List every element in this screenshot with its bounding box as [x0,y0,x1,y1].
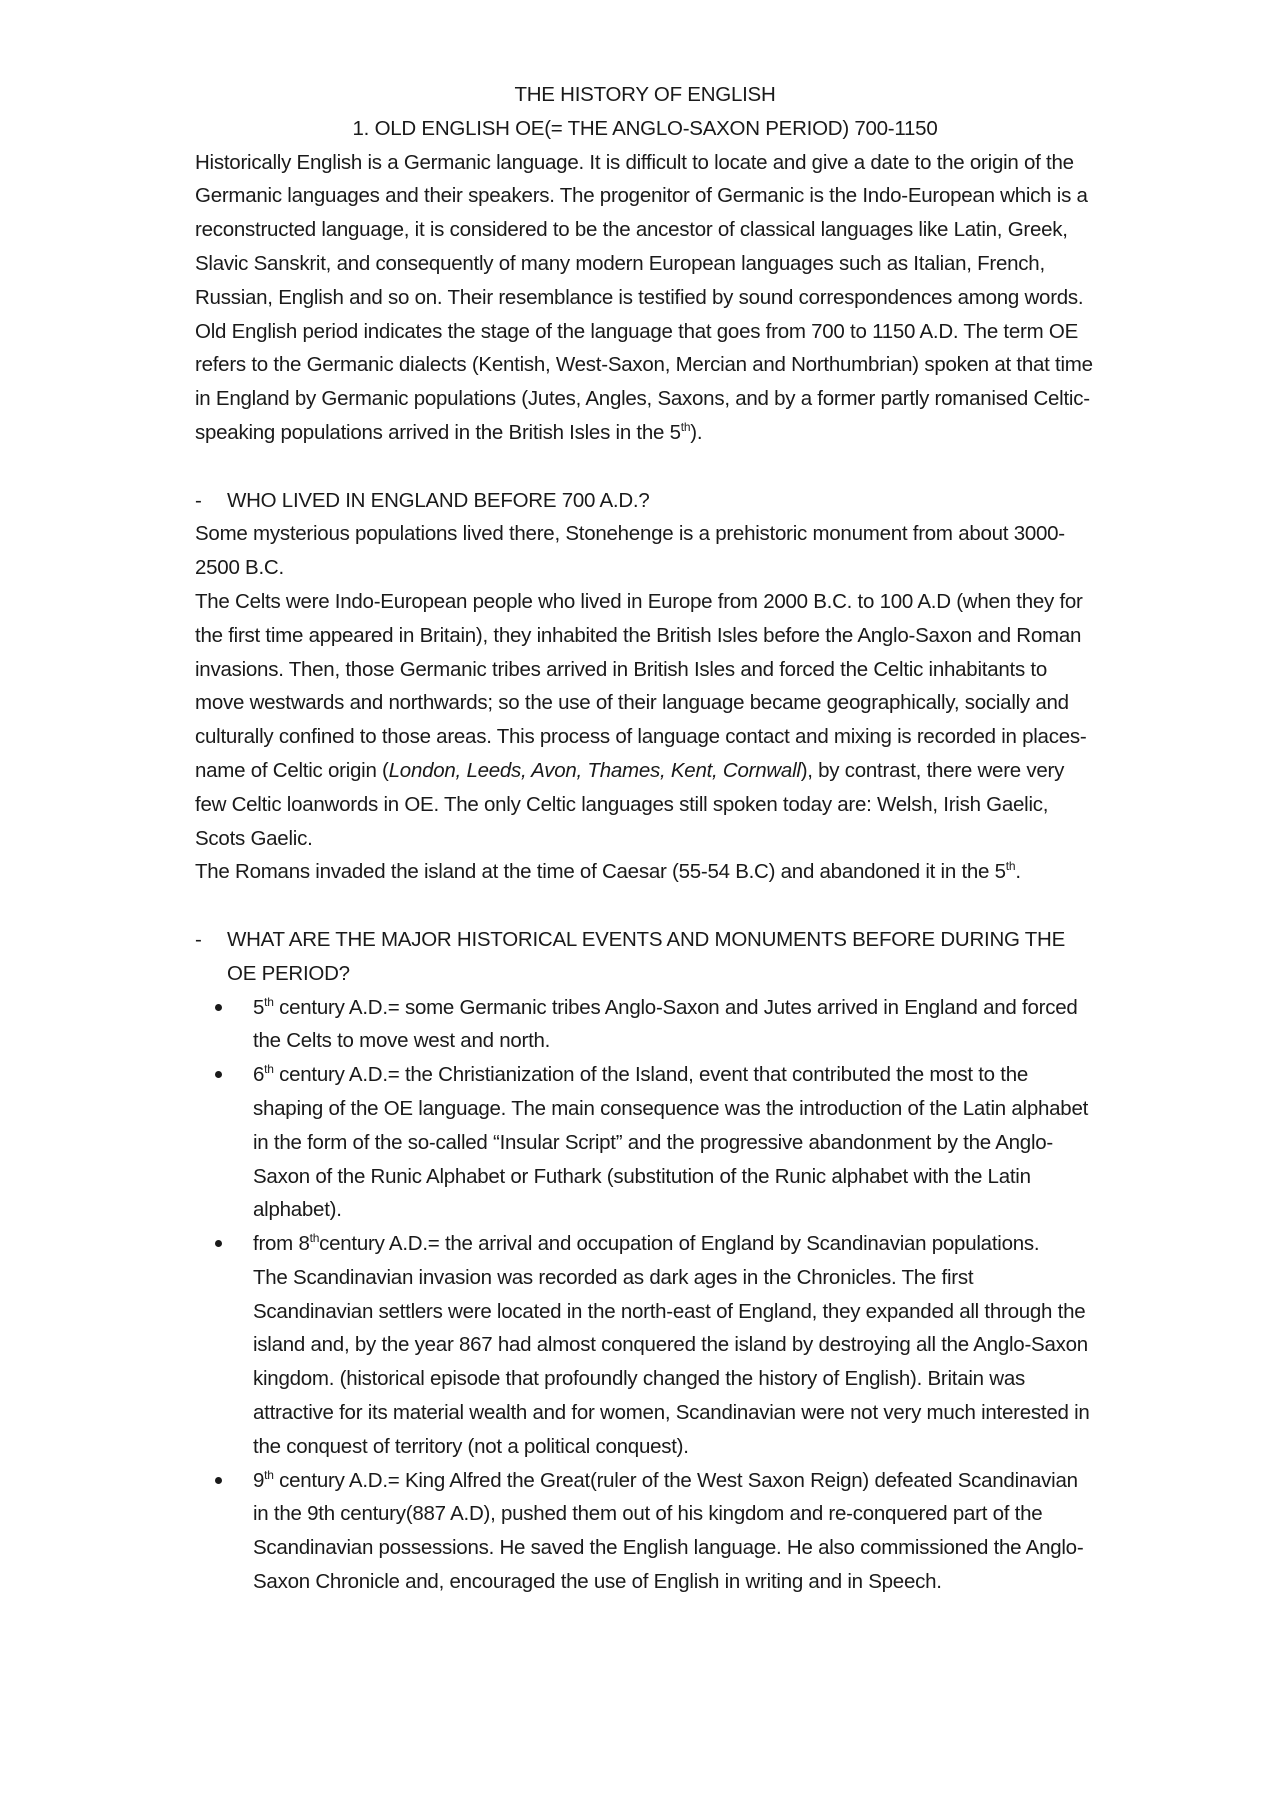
blank-line [195,889,1095,923]
bullet-icon [195,991,253,1059]
paragraph-romans: The Romans invaded the island at the time of Caesar (55-54 B.C) and abandoned it in the 5th. [195,859,1021,884]
intro-paragraph-1: Historically English is a Germanic language. It is difficult to locate and give a date to the origin of the Germanic languages and their speakers. The progenitor of Germanic is the Indo-European which is a reconstructed language, it is considered to be the ancestor of classical languages like Latin, Greek, Slavic Sanskrit, and consequently of many modern European languages such as Italian, French, Russian, English and so on. Their resemblance is testified by sound correspondences among words. [195,150,1088,309]
blank-line [195,450,1095,484]
question-heading-who-lived [195,484,1095,518]
list-item: 5th century A.D.= some Germanic tribes Anglo-Saxon and Jutes arrived in England and forced the Celts to move west and north. [195,991,1095,1059]
document-page [195,78,1095,1599]
intro-paragraph-2: Old English period indicates the stage of the language that goes from 700 to 1150 A.D. The term OE refers to the Germanic dialects (Kentish, West-Saxon, Mercian and Northumbrian) spoken at that time in England by Germanic populations (Jutes, Angles, Saxons, and by a former partly romanised Celtic-speaking populations arrived in the British Isles in the 5th). [195,319,1093,444]
document-title: THE HISTORY OF ENGLISH [514,83,776,106]
list-item-continuation: The Scandinavian invasion was recorded as dark ages in the Chronicles. The first Scandinavian settlers were located in the north-east of England, they expanded all through the island and, by the year 867 had almost conquered the island by destroying all the Anglo-Saxon kingdom. (historical episode that profoundly changed the history of English). Britain was attractive for its material wealth and for women, Scandinavian were not very much interested in the conquest of territory (not a political conquest). [253,1265,1090,1458]
question-heading-major-events [195,923,1095,991]
bullet-icon [195,1464,253,1599]
events-list [195,991,1095,1599]
dash-marker: - [195,488,202,512]
question-text: WHO LIVED IN ENGLAND BEFORE 700 A.D.? [227,488,650,512]
section-title-old-english: 1. OLD ENGLISH OE(= THE ANGLO-SAXON PERIOD) 700-1150 [352,116,938,140]
question-text: WHAT ARE THE MAJOR HISTORICAL EVENTS AND MONUMENTS BEFORE DURING THE OE PERIOD? [227,927,1066,985]
list-item: 9th century A.D.= King Alfred the Great(ruler of the West Saxon Reign) defeated Scandinavian in the 9th century(887 A.D), pushed them out of his kingdom and re-conquered part of the Scandinavian possessions. He saved the English language. He also commissioned the Anglo-Saxon Chronicle and, encouraged the use of English in writing and in Speech. [195,1464,1095,1599]
paragraph-stonehenge: Some mysterious populations lived there, Stonehenge is a prehistoric monument from about 3000-2500 B.C. [195,522,1065,580]
list-item: from 8thcentury A.D.= the arrival and occupation of England by Scandinavian populations. The Scandinavian invasion was recorded as dark ages in the Chronicles. The first Scandinavian settlers were located in the north-east of England, they expanded all through the island and, by the year 867 had almost conquered the island by destroying all the Anglo-Saxon kingdom. (historical episode that profoundly changed the history of English). Britain was attractive for its material wealth and for women, Scandinavian were not very much interested in the conquest of territory (not a political conquest). [195,1227,1095,1464]
paragraph-celts: The Celts were Indo-European people who lived in Europe from 2000 B.C. to 100 A.D (when they for the first time appeared in Britain), they inhabited the British Isles before the Anglo-Saxon and Roman invasions. Then, those Germanic tribes arrived in British Isles and forced the Celtic inhabitants to move westwards and northwards; so the use of their language became geographically, socially and culturally confined to those areas. This process of language contact and mixing is recorded in places-name of Celtic origin (London, Leeds, Avon, Thames, Kent, Cornwall), by contrast, there were very few Celtic loanwords in OE. The only Celtic languages still spoken today are: Welsh, Irish Gaelic, Scots Gaelic. [195,589,1087,850]
bullet-icon [195,1058,253,1227]
bullet-icon [195,1227,253,1464]
list-item: 6th century A.D.= the Christianization of the Island, event that contributed the most to the shaping of the OE language. The main consequence was the introduction of the Latin alphabet in the form of the so-called “Insular Script” and the progressive abandonment by the Anglo-Saxon of the Runic Alphabet or Futhark (substitution of the Runic alphabet with the Latin alphabet). [195,1058,1095,1227]
dash-marker: - [195,927,202,951]
